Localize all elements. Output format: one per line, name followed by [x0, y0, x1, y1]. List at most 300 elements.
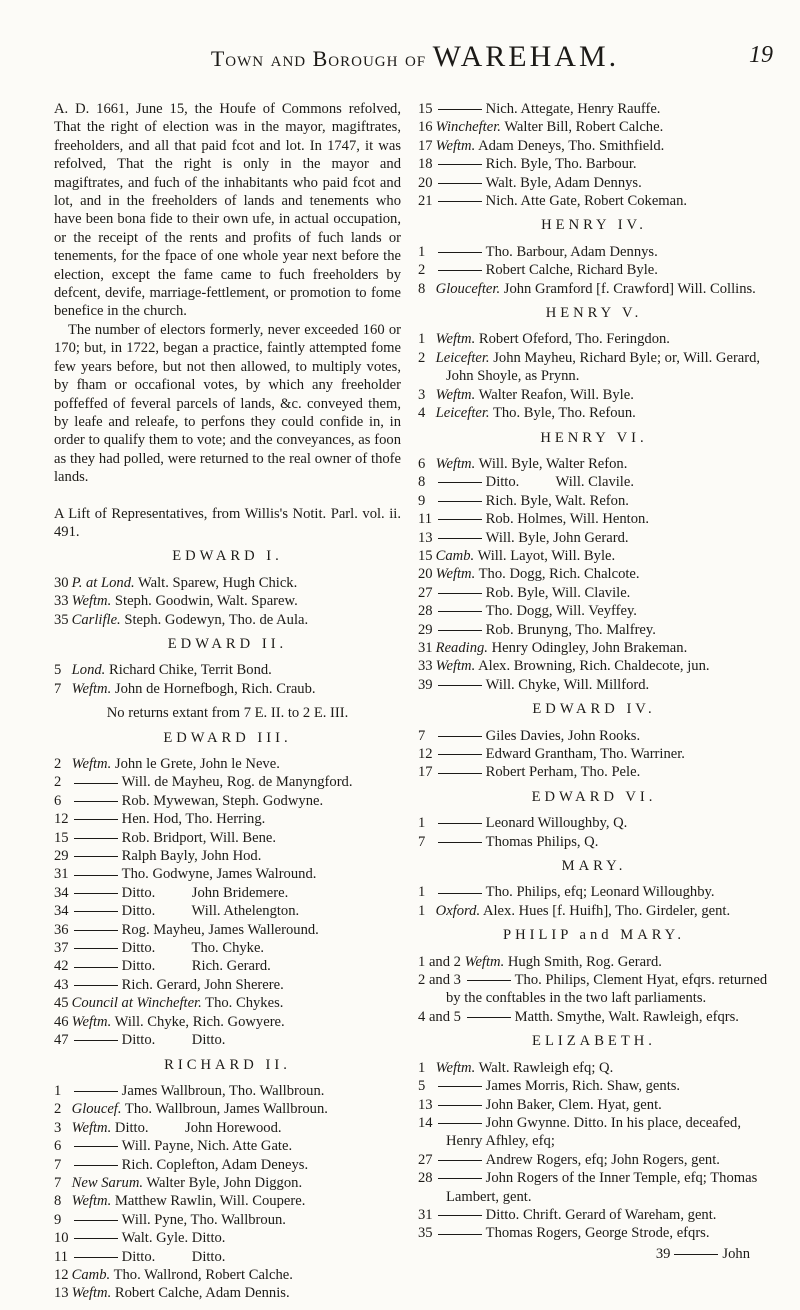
parliament-year: 37 [54, 940, 69, 957]
parliament-place: Leicefter. [435, 405, 490, 422]
ditto-dash [438, 842, 482, 843]
member-names: Tho. Philips, efq; Leonard Willoughby. [485, 884, 715, 901]
member-names: Walt. Rawleigh efq; Q. [478, 1059, 614, 1076]
member-names: Ditto. Ditto. [121, 1248, 226, 1265]
member-names: Adam Deneys, Tho. Smithfield. [478, 137, 665, 154]
member-names: Rob. Byle, Will. Clavile. [485, 584, 631, 601]
no-returns-note: No returns extant from 7 E. II. to 2 E. III. [106, 705, 349, 722]
parliament-place: Gloucefter. [435, 280, 501, 297]
parliament-year: 3 [418, 386, 426, 403]
parliament-place: Weftm. [71, 1119, 112, 1136]
reign-list-henry-5 [418, 330, 770, 422]
parliament-year: 20 [418, 174, 433, 191]
member-entry [54, 1174, 401, 1192]
parliament-year: 17 [418, 764, 433, 781]
member-names: Walt. Byle, Adam Dennys. [485, 174, 642, 191]
parliament-year: 6 [54, 792, 62, 809]
parliament-year: 7 [418, 833, 426, 850]
member-entry [418, 727, 770, 745]
parliament-place: Weftm. [435, 566, 476, 583]
member-names: Will. Payne, Nich. Atte Gate. [121, 1138, 293, 1155]
reign-heading-richard-2: RICHARD II. [164, 1056, 291, 1073]
reign-list-henry-6 [418, 455, 770, 694]
parliament-year: 7 [54, 1174, 62, 1191]
parliament-year: 1 [418, 243, 426, 260]
parliament-place: Weftm. [435, 137, 476, 154]
parliament-year: 7 [418, 727, 426, 744]
ditto-dash [438, 736, 482, 737]
ditto-dash [74, 1238, 118, 1239]
ditto-dash [74, 1220, 118, 1221]
member-entry [418, 883, 770, 901]
member-entry [54, 574, 401, 592]
left-column [54, 100, 401, 1303]
reign-list-edward-6 [418, 814, 770, 851]
parliament-year: 9 [54, 1211, 62, 1228]
member-names: Walter Reafon, Will. Byle. [478, 386, 634, 403]
parliament-place: Weftm. [464, 953, 505, 970]
parliament-year: 36 [54, 921, 69, 938]
parliament-year: 34 [54, 903, 69, 920]
reign-heading-edward-3: EDWARD III. [163, 729, 292, 746]
ditto-dash [438, 1215, 482, 1216]
ditto-dash [438, 164, 482, 165]
member-names: Rich. Byle, Walt. Refon. [485, 492, 629, 509]
member-entry [54, 1100, 401, 1118]
member-names: Rich. Gerard, John Sherere. [121, 976, 284, 993]
member-names: Will. Layot, Will. Byle. [477, 547, 616, 564]
member-names: Walt. Gyle. Ditto. [121, 1230, 226, 1247]
member-entry [418, 192, 770, 210]
ditto-dash [74, 1146, 118, 1147]
ditto-dash [438, 183, 482, 184]
member-names: Matthew Rawlin, Will. Coupere. [114, 1193, 306, 1210]
member-entry [418, 510, 770, 528]
ditto-dash [438, 1160, 482, 1161]
ditto-dash [438, 773, 482, 774]
member-names: James Morris, Rich. Shaw, gents. [485, 1078, 681, 1095]
member-entry [418, 676, 770, 694]
member-entry [418, 953, 770, 971]
parliament-year: 33 [54, 593, 69, 610]
member-entry [54, 792, 401, 810]
member-entry [54, 611, 401, 629]
parliament-place: Weftm. [435, 331, 476, 348]
reign-list-edward-1 [54, 574, 401, 629]
parliament-place: P. at Lond. [71, 574, 135, 591]
member-entry [54, 1082, 401, 1100]
parliament-place: Carlifle. [71, 611, 121, 628]
member-names: Andrew Rogers, efq; John Rogers, gent. [485, 1151, 720, 1168]
reign-heading-philip-and-mary: PHILIP and MARY. [503, 927, 685, 944]
member-names: Will. Byle, Walter Refon. [478, 455, 628, 472]
member-entry [54, 810, 401, 828]
reign-list-henry-4 [418, 243, 770, 298]
reign-list-edward-3 [54, 755, 401, 1050]
member-entry [418, 1096, 770, 1114]
member-entry [54, 884, 401, 902]
ditto-dash [438, 1123, 482, 1124]
parliament-place: Weftm. [71, 593, 112, 610]
member-names: Tho. Wallbroun, James Wallbroun. [124, 1101, 328, 1118]
member-names: Tho. Barbour, Adam Dennys. [485, 243, 658, 260]
parliament-place: Weftm. [71, 1285, 112, 1302]
member-names: Hen. Hod, Tho. Herring. [121, 811, 266, 828]
member-names: Ralph Bayly, John Hod. [121, 848, 262, 865]
member-entry [54, 902, 401, 920]
member-names: Rog. Mayheu, James Walleround. [121, 921, 319, 938]
parliament-place: Weftm. [435, 386, 476, 403]
reign-heading-henry-4: HENRY IV. [541, 217, 647, 234]
parliament-place: Oxford. [435, 902, 481, 919]
ditto-dash [438, 1105, 482, 1106]
ditto-dash [74, 967, 118, 968]
ditto-dash [467, 1017, 511, 1018]
parliament-year: 27 [418, 584, 433, 601]
parliament-year: 3 [54, 1119, 62, 1136]
member-entry [418, 100, 770, 118]
parliament-year: 7 [54, 680, 62, 697]
member-entry [418, 602, 770, 620]
parliament-year: 31 [54, 866, 69, 883]
member-names: Rob. Brunyng, Tho. Malfrey. [485, 621, 656, 638]
member-entry [418, 745, 770, 763]
parliament-year: 1 [418, 884, 426, 901]
member-names: Alex. Browning, Rich. Chaldecote, jun. [478, 658, 710, 675]
parliament-year: 1 [418, 331, 426, 348]
member-names: Walt. Sparew, Hugh Chick. [138, 574, 298, 591]
member-entry [418, 814, 770, 832]
running-head-small: Town and Borough of [210, 46, 427, 71]
parliament-year: 2 and 3 [418, 972, 461, 989]
member-names: Henry Odingley, John Brakeman. [491, 639, 688, 656]
catchword: John [722, 1245, 750, 1262]
member-entry [54, 957, 401, 975]
paragraph-electors-number: The number of electors formerly, never exceeded 160 or 170; but, in 1722, began a practice, faintly attempted fome few years before, but not then allowed, to multiply votes, by fham or occafional votes, by which any freeholder poffeffed of feveral parcels of lands, &c. conveyed them, by leafe and releafe, to perfons they could confide in, in order to qualify them to vote; and the conveyances, as foon as they had polled, were returned to the real owner of thofe lands. [54, 321, 401, 486]
parliament-year: 15 [54, 829, 69, 846]
member-names: Will. Chyke, Rich. Gowyere. [114, 1013, 285, 1030]
parliament-year: 17 [418, 137, 433, 154]
member-entry [54, 976, 401, 994]
page-header [55, 28, 775, 84]
parliament-place: Lond. [71, 662, 106, 679]
ditto-dash [74, 819, 118, 820]
parliament-year: 8 [54, 1193, 62, 1210]
member-names: Tho. Chykes. [205, 995, 284, 1012]
member-entry [54, 1137, 401, 1155]
parliament-year: 1 [54, 1082, 62, 1099]
member-entry [418, 455, 770, 473]
parliament-year: 13 [418, 529, 433, 546]
member-entry [418, 243, 770, 261]
member-entry [418, 1224, 770, 1242]
parliament-year: 11 [418, 511, 433, 528]
ditto-dash [438, 252, 482, 253]
reign-heading-edward-2: EDWARD II. [167, 635, 288, 652]
member-entry [418, 657, 770, 675]
ditto-dash [438, 519, 482, 520]
parliament-year: 11 [54, 1248, 69, 1265]
reign-list-edward-4 [418, 727, 770, 782]
member-entry [418, 1151, 770, 1169]
reign-heading-henry-6: HENRY VI. [540, 429, 648, 446]
member-names: Steph. Godewyn, Tho. de Aula. [124, 611, 309, 628]
parliament-year: 34 [54, 884, 69, 901]
member-names: Nich. Attegate, Henry Rauffe. [485, 101, 661, 117]
member-names: Ditto. John Horewood. [114, 1119, 282, 1136]
member-entry [54, 939, 401, 957]
member-entry [418, 833, 770, 851]
parliament-year: 31 [418, 1206, 433, 1223]
parliament-year: 8 [418, 280, 426, 297]
parliament-year: 45 [54, 995, 69, 1012]
member-entry [418, 621, 770, 639]
member-entry [418, 565, 770, 583]
member-names: Ditto. Will. Athelengton. [121, 903, 300, 920]
member-entry [54, 1266, 401, 1284]
parliament-place: Weftm. [71, 680, 112, 697]
parliament-year: 1 [418, 902, 426, 919]
member-entry [54, 1229, 401, 1247]
reign-list-mary [418, 883, 770, 920]
ditto-dash [74, 838, 118, 839]
member-names: Edward Grantham, Tho. Warriner. [485, 746, 685, 762]
member-names: Ditto. Tho. Chyke. [121, 940, 265, 957]
parliament-year: 2 [54, 774, 62, 791]
ditto-dash [74, 948, 118, 949]
parliament-year: 30 [54, 574, 69, 591]
reign-heading-edward-1: EDWARD I. [172, 548, 283, 565]
running-head [55, 40, 775, 74]
member-entry [418, 492, 770, 510]
parliament-place: Gloucef. [71, 1101, 122, 1118]
ditto-dash [438, 630, 482, 631]
parliament-place: Weftm. [71, 1193, 112, 1210]
member-entry [418, 1077, 770, 1095]
parliament-year: 20 [418, 566, 433, 583]
ditto-dash [438, 538, 482, 539]
member-names: Rob. Bridport, Will. Bene. [121, 829, 277, 846]
member-entry [54, 847, 401, 865]
ditto-dash [438, 823, 482, 824]
parliament-year: 31 [418, 639, 433, 656]
member-names: Tho. Dogg, Rich. Chalcote. [478, 566, 640, 583]
member-names: Robert Perham, Tho. Pele. [485, 764, 641, 781]
ditto-dash [74, 783, 118, 784]
parliament-year: 9 [418, 492, 426, 509]
member-entry [54, 1248, 401, 1266]
member-names: Tho. Godwyne, James Walround. [121, 866, 317, 883]
ditto-dash [74, 875, 118, 876]
member-names: Tho. Byle, Tho. Refoun. [492, 405, 636, 422]
member-entry [54, 1156, 401, 1174]
member-names: Will. de Mayheu, Rog. de Manyngford. [121, 774, 353, 791]
parliament-place: Leicefter. [435, 349, 490, 366]
parliament-year: 28 [418, 1170, 433, 1187]
parliament-place: Weftm. [435, 1059, 476, 1076]
member-entry [418, 137, 770, 155]
parliament-year: 5 [54, 662, 62, 679]
reign-heading-henry-5: HENRY V. [545, 305, 643, 322]
ditto-dash [74, 1040, 118, 1041]
reign-list-richard-2-continued [418, 100, 770, 210]
member-names: John le Grete, John le Neve. [114, 756, 280, 772]
member-entry [418, 473, 770, 491]
right-column [418, 100, 770, 1263]
running-head-big: WAREHAM. [432, 40, 620, 73]
parliament-place: Council at Winchefter. [71, 995, 202, 1012]
ditto-dash [74, 801, 118, 802]
ditto-dash [74, 911, 118, 912]
member-entry [54, 865, 401, 883]
member-names: John de Hornefbogh, Rich. Craub. [114, 680, 316, 697]
member-entry [418, 1008, 770, 1026]
parliament-year: 12 [54, 811, 69, 828]
parliament-year: 42 [54, 958, 69, 975]
parliament-year: 13 [54, 1285, 69, 1302]
member-names: Thomas Philips, Q. [485, 833, 599, 850]
list-title: A Lift of Representatives, from Willis's Notit. Parl. vol. ii. 491. [54, 505, 401, 540]
member-entry [418, 349, 770, 386]
member-entry [54, 1119, 401, 1137]
ditto-dash [438, 685, 482, 686]
reign-heading-mary: MARY. [561, 858, 627, 875]
parliament-year: 2 [54, 756, 62, 772]
member-entry [418, 404, 770, 422]
parliament-year: 46 [54, 1013, 69, 1030]
member-entry [418, 386, 770, 404]
parliament-place: Camb. [71, 1266, 111, 1283]
ditto-dash [74, 893, 118, 894]
ditto-dash [74, 856, 118, 857]
parliament-year: 6 [54, 1138, 62, 1155]
ditto-dash [438, 1086, 482, 1087]
member-names: Will. Chyke, Will. Millford. [485, 676, 650, 693]
parliament-year: 21 [418, 193, 433, 210]
member-names: Robert Calche, Adam Dennis. [114, 1285, 290, 1302]
parliament-place: Weftm. [435, 658, 476, 675]
ditto-dash [438, 270, 482, 271]
member-entry [54, 773, 401, 791]
member-names: Rob. Holmes, Will. Henton. [485, 511, 649, 528]
parliament-year: 4 [418, 405, 426, 422]
ditto-dash [438, 501, 482, 502]
parliament-year: 27 [418, 1151, 433, 1168]
member-entry [418, 1206, 770, 1224]
parliament-year: 8 [418, 474, 426, 491]
parliament-place: New Sarum. [71, 1174, 144, 1191]
parliament-year: 29 [54, 848, 69, 865]
member-entry [418, 330, 770, 348]
parliament-year: 1 [418, 815, 426, 832]
parliament-year: 2 [54, 1101, 62, 1118]
parliament-year: 12 [54, 1266, 69, 1283]
member-entry [418, 280, 770, 298]
member-names: Nich. Atte Gate, Robert Cokeman. [485, 193, 688, 210]
ditto-dash [438, 109, 482, 110]
reign-list-elizabeth [418, 1059, 770, 1243]
member-entry [418, 1169, 770, 1206]
member-entry [54, 994, 401, 1012]
member-names: John Gramford [f. Crawford] Will. Collins. [503, 280, 756, 297]
parliament-year: 6 [418, 455, 426, 472]
member-names: Rich. Coplefton, Adam Deneys. [121, 1156, 309, 1173]
parliament-year: 4 and 5 [418, 1008, 461, 1025]
parliament-year: 28 [418, 603, 433, 620]
member-names: Walter Byle, John Diggon. [146, 1174, 303, 1191]
catchword-line [418, 1245, 770, 1263]
member-names: Will. Byle, John Gerard. [485, 529, 629, 546]
member-entry [54, 1192, 401, 1210]
member-entry [418, 1114, 770, 1151]
parliament-year: 2 [418, 262, 426, 279]
reign-heading-edward-6: EDWARD VI. [531, 788, 657, 805]
parliament-year: 29 [418, 621, 433, 638]
member-entry [54, 755, 401, 773]
member-names: Rob. Mywewan, Steph. Godwyne. [121, 792, 324, 809]
parliament-year: 43 [54, 976, 69, 993]
reign-list-richard-2 [54, 1082, 401, 1303]
parliament-place: Reading. [435, 639, 488, 656]
member-names: John Mayheu, Richard Byle; or, Will. Gerard, John Shoyle, as Prynn. [446, 349, 764, 385]
parliament-year: 35 [418, 1225, 433, 1242]
member-names: Ditto. Ditto. [121, 1032, 226, 1049]
member-names: Tho. Philips, Clement Hyat, efqrs. returned by the conftables in the two laft parliaments. [446, 972, 771, 1007]
ditto-dash [74, 1165, 118, 1166]
member-names: Ditto. John Bridemere. [121, 884, 289, 901]
member-names: Thomas Rogers, George Strode, efqrs. [485, 1225, 710, 1242]
member-names: John Gwynne. Ditto. In his place, deceafed, Henry Afhley, efq; [446, 1114, 745, 1150]
member-names: Robert Calche, Richard Byle. [485, 262, 658, 279]
parliament-year: 1 and 2 [418, 953, 461, 970]
member-names: Matth. Smythe, Walt. Rawleigh, efqrs. [514, 1008, 739, 1025]
parliament-year: 12 [418, 746, 433, 762]
member-names: Ditto. Will. Clavile. [485, 474, 634, 491]
member-names: John Baker, Clem. Hyat, gent. [485, 1096, 662, 1113]
parliament-year: 16 [418, 119, 433, 136]
ditto-dash [438, 1178, 482, 1179]
parliament-year: 47 [54, 1032, 69, 1049]
member-names: James Wallbroun, Tho. Wallbroun. [121, 1082, 325, 1099]
member-names: Walter Bill, Robert Calche. [504, 119, 664, 136]
reign-list-edward-2 [54, 661, 401, 698]
parliament-year: 10 [54, 1230, 69, 1247]
ditto-dash [467, 980, 511, 981]
ditto-dash [438, 893, 482, 894]
member-entry [54, 921, 401, 939]
ditto-dash [438, 754, 482, 755]
member-names: Richard Chike, Territ Bond. [108, 662, 272, 679]
member-entry [418, 261, 770, 279]
member-names: Tho. Dogg, Will. Veyffey. [485, 603, 637, 620]
member-entry [418, 639, 770, 657]
member-entry [54, 1211, 401, 1229]
member-names: Rich. Byle, Tho. Barbour. [485, 156, 637, 173]
ditto-dash [438, 611, 482, 612]
parliament-year: 14 [418, 1114, 433, 1131]
reign-heading-elizabeth: ELIZABETH. [532, 1033, 656, 1050]
paragraph-election-right: A. D. 1661, June 15, the Houfe of Commons refolved, That the right of election was in the mayor, magiftrates, freeholders, and all that paid fcot and lot. In 1747, it was refolved, That the right is only in the mayor and magiftrates, and fuch of the inhabitants who paid fcot and lot, and in the freeholders of lands and tenements who have been bona fide to their own ufe, in actual occupation, or the receipt of the rents and profits of fuch lands or tenements, for the fpace of one whole year next before the election, except the fame came to fuch freeholders by defcent, devife, marriage-fettlement, or promotion to fome benefice in the church. [54, 101, 401, 320]
page-number: 19 [749, 42, 773, 68]
member-entry [418, 529, 770, 547]
member-entry [418, 902, 770, 920]
reign-heading-edward-4: EDWARD IV. [532, 701, 656, 718]
parliament-place: Winchefter. [435, 119, 501, 136]
member-entry [418, 971, 770, 1008]
parliament-year: 2 [418, 349, 426, 366]
parliament-year: 35 [54, 611, 69, 628]
member-names: John Rogers of the Inner Temple, efq; Thomas Lambert, gent. [446, 1170, 761, 1205]
